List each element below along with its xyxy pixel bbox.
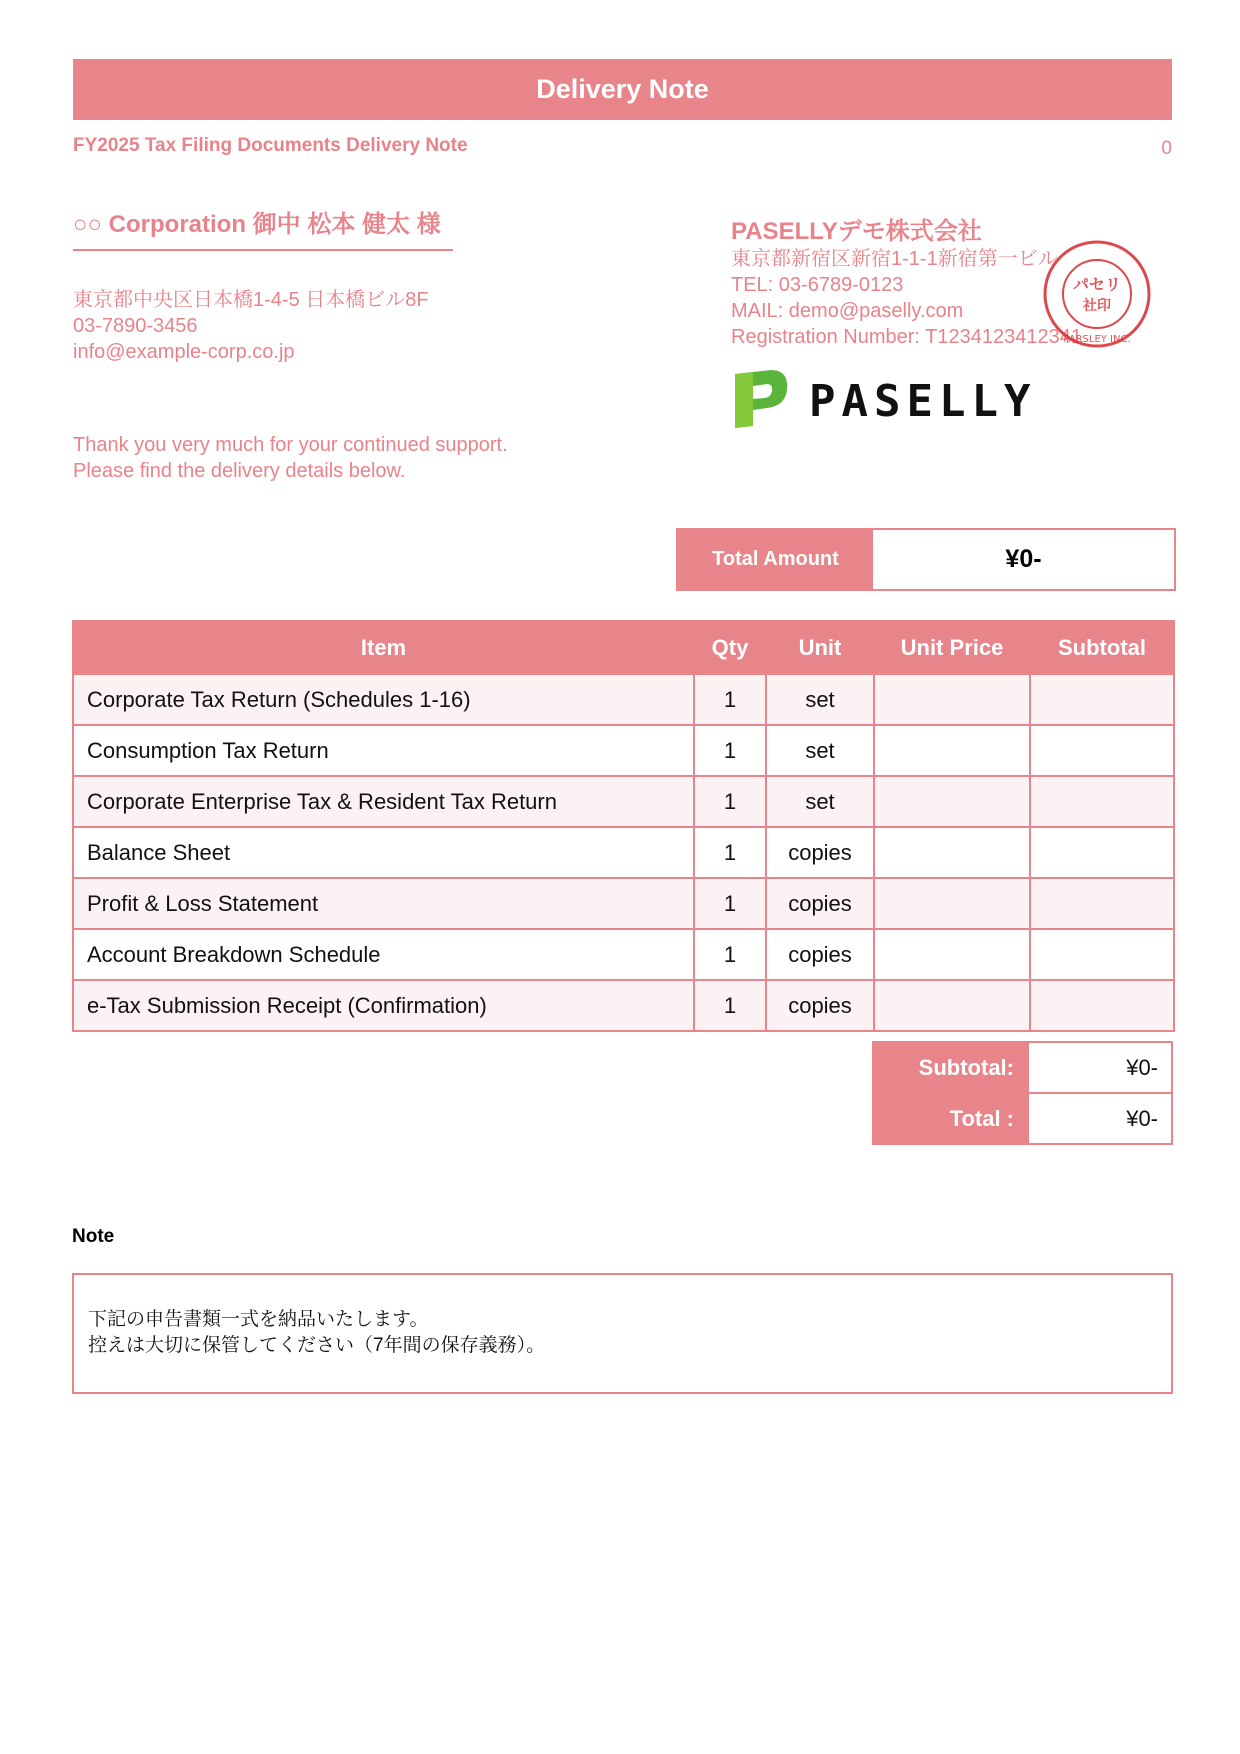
- summary-total-label: Total :: [873, 1093, 1028, 1144]
- svg-text:パセリ: パセリ: [1072, 275, 1122, 294]
- sender-tel: TEL: 03-6789-0123: [731, 274, 904, 296]
- summary-subtotal-label: Subtotal:: [873, 1042, 1028, 1093]
- table-row: [73, 674, 1174, 725]
- row-qty: 1: [694, 980, 766, 1031]
- table-row: [73, 776, 1174, 827]
- recipient-tel: 03-7890-3456: [73, 315, 198, 337]
- table-row: [73, 725, 1174, 776]
- summary-table: [872, 1041, 1173, 1145]
- row-subtotal: [1030, 929, 1174, 980]
- document-subtitle: FY2025 Tax Filing Documents Delivery Note: [73, 135, 468, 156]
- row-unit: set: [766, 776, 874, 827]
- sender-mail: MAIL: demo@paselly.com: [731, 300, 964, 322]
- header-unit-price: Unit Price: [874, 621, 1030, 674]
- page-number: 0: [1161, 138, 1172, 159]
- row-unit-price: [874, 725, 1030, 776]
- table-row: [73, 929, 1174, 980]
- row-item: Profit & Loss Statement: [73, 878, 694, 929]
- sender-details: [731, 246, 1082, 350]
- row-subtotal: [1030, 878, 1174, 929]
- greeting-line-1: Thank you very much for your continued support.: [73, 434, 508, 456]
- summary-total-row: [873, 1093, 1172, 1144]
- row-item: Account Breakdown Schedule: [73, 929, 694, 980]
- sender-address: 東京都新宿区新宿1-1-1新宿第一ビル: [731, 248, 1058, 270]
- row-unit: copies: [766, 827, 874, 878]
- table-row: [73, 878, 1174, 929]
- note-label: Note: [72, 1226, 115, 1247]
- row-subtotal: [1030, 827, 1174, 878]
- row-qty: 1: [694, 827, 766, 878]
- items-table: [72, 620, 1175, 1032]
- document-title: Delivery Note: [73, 59, 1172, 120]
- row-unit-price: [874, 827, 1030, 878]
- row-qty: 1: [694, 674, 766, 725]
- sender-registration: Registration Number: T1234123412341: [731, 326, 1082, 348]
- paselly-logo: [731, 366, 1071, 431]
- row-unit-price: [874, 878, 1030, 929]
- row-qty: 1: [694, 878, 766, 929]
- table-row: [73, 827, 1174, 878]
- row-qty: 1: [694, 776, 766, 827]
- total-amount-box: [676, 528, 1176, 591]
- row-unit: set: [766, 674, 874, 725]
- greeting-line-2: Please find the delivery details below.: [73, 460, 406, 482]
- note-line-1: 下記の申告書類一式を納品いたします。: [88, 1309, 429, 1330]
- total-amount-label: Total Amount: [678, 530, 873, 589]
- header-qty: Qty: [694, 621, 766, 674]
- recipient-email: info@example-corp.co.jp: [73, 341, 295, 363]
- recipient-address: 東京都中央区日本橋1-4-5 日本橋ビル8F: [73, 289, 429, 311]
- row-qty: 1: [694, 929, 766, 980]
- row-subtotal: [1030, 980, 1174, 1031]
- note-line-2: 控えは大切に保管してください（7年間の保存義務）。: [88, 1335, 546, 1356]
- row-item: Consumption Tax Return: [73, 725, 694, 776]
- row-subtotal: [1030, 776, 1174, 827]
- row-item: Corporate Tax Return (Schedules 1-16): [73, 674, 694, 725]
- logo-wordmark: PASELLY: [809, 376, 1037, 427]
- row-item: Balance Sheet: [73, 827, 694, 878]
- items-table-header: [73, 621, 1174, 674]
- company-seal-stamp: [1041, 238, 1153, 350]
- recipient-details: [73, 287, 429, 365]
- row-unit-price: [874, 674, 1030, 725]
- row-item: e-Tax Submission Receipt (Confirmation): [73, 980, 694, 1031]
- row-subtotal: [1030, 725, 1174, 776]
- row-item: Corporate Enterprise Tax & Resident Tax Return: [73, 776, 694, 827]
- row-unit: copies: [766, 980, 874, 1031]
- stamp-text: PARSLEY INC.: [1063, 334, 1131, 345]
- row-unit: copies: [766, 929, 874, 980]
- row-unit-price: [874, 980, 1030, 1031]
- row-unit: set: [766, 725, 874, 776]
- note-text: [88, 1307, 1171, 1359]
- summary-total-value: ¥0-: [1028, 1093, 1172, 1144]
- total-amount-value: ¥0-: [1005, 545, 1042, 573]
- summary-subtotal-row: [873, 1042, 1172, 1093]
- recipient-name: ○○ Corporation 御中 松本 健太 様: [73, 210, 453, 251]
- header-unit: Unit: [766, 621, 874, 674]
- row-subtotal: [1030, 674, 1174, 725]
- row-unit-price: [874, 929, 1030, 980]
- row-unit: copies: [766, 878, 874, 929]
- summary-subtotal-value: ¥0-: [1028, 1042, 1172, 1093]
- header-subtotal: Subtotal: [1030, 621, 1174, 674]
- svg-text:社印: 社印: [1083, 298, 1111, 314]
- sender-company-name: PASELLYデモ株式会社: [731, 218, 982, 245]
- note-box: [72, 1273, 1173, 1394]
- header-item: Item: [73, 621, 694, 674]
- row-qty: 1: [694, 725, 766, 776]
- row-unit-price: [874, 776, 1030, 827]
- greeting-text: [73, 432, 508, 484]
- table-row: [73, 980, 1174, 1031]
